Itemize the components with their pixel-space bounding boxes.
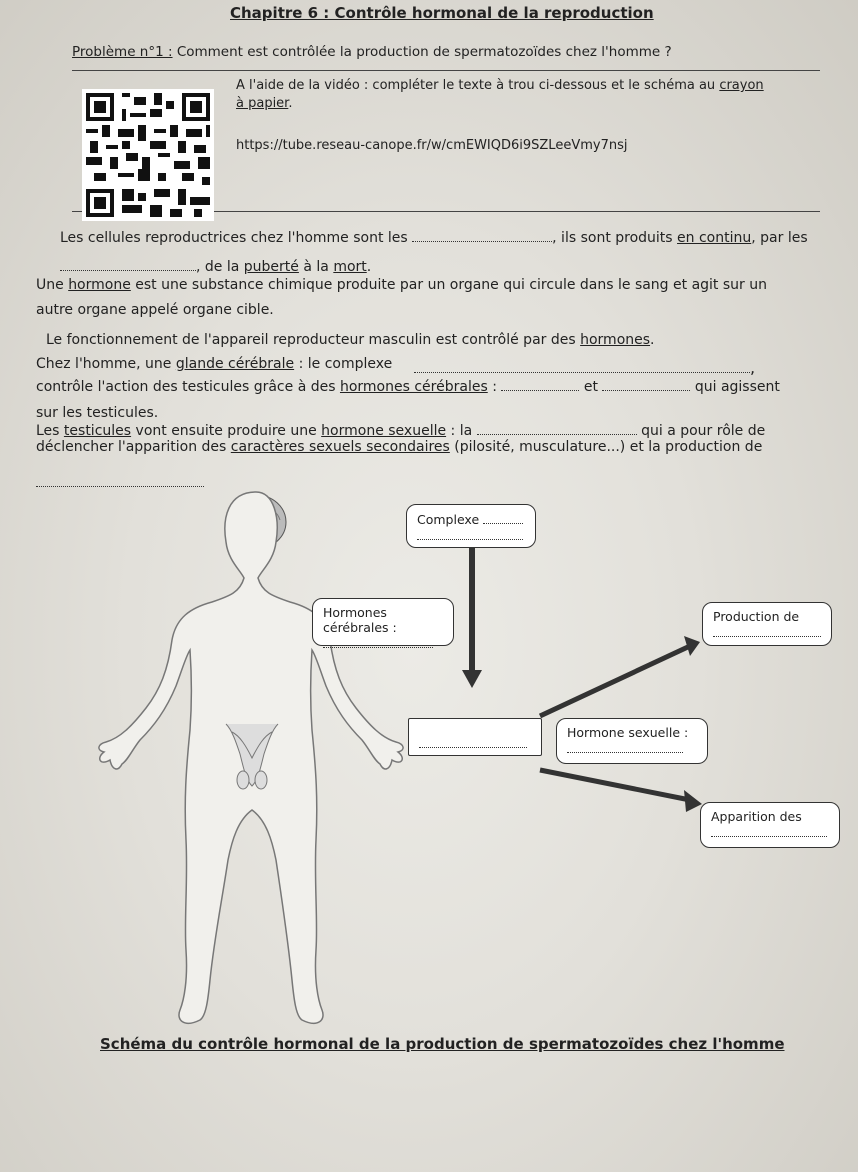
- arrow-head-down: [462, 670, 482, 688]
- text-segment: Une: [36, 277, 69, 293]
- arrow-to-apparition: [540, 770, 690, 800]
- text-segment: Les cellules reproductrices chez l'homme sont les: [60, 230, 413, 246]
- complexe-box: [406, 504, 536, 548]
- text-segment: : le complexe: [294, 356, 393, 372]
- paragraph-line-2: [60, 258, 371, 276]
- hormones-cerebrales-label: Hormones cérébrales :: [323, 605, 397, 635]
- text-segment: Les: [36, 423, 64, 439]
- text-underlined: testicules: [63, 423, 132, 439]
- text-segment: Chez l'homme, une: [36, 356, 176, 372]
- text-underlined: caractères sexuels secondaires: [230, 439, 450, 455]
- text-underlined: hormone sexuelle: [321, 423, 447, 439]
- text-underlined: hormone: [68, 277, 131, 293]
- video-url-link[interactable]: https://tube.reseau-canope.fr/w/cmEWIQD6i9SZLeeVmy7nsj: [236, 138, 628, 153]
- text-segment: et: [579, 379, 603, 395]
- text-segment: ,: [750, 358, 756, 377]
- text-segment: vont ensuite produire une: [131, 423, 322, 439]
- blank-field[interactable]: [501, 378, 579, 391]
- text-underlined: en continu: [677, 230, 752, 246]
- paragraph-line-6: [36, 355, 392, 373]
- problem-label: Problème n°1 :: [72, 44, 173, 60]
- video-instructions: [236, 77, 764, 113]
- instructions-line1: A l'aide de la vidéo : compléter le texte à trou ci-dessous et le schéma au: [236, 78, 720, 93]
- text-underlined: hormones cérébrales: [339, 379, 488, 395]
- text-underlined: hormones: [580, 332, 651, 348]
- blank-field[interactable]: [417, 527, 523, 540]
- hormone-sexuelle-label: Hormone sexuelle :: [567, 725, 689, 740]
- arrow-to-production: [540, 646, 690, 716]
- production-label: Production de: [713, 609, 800, 624]
- paragraph-line-7: [36, 378, 780, 396]
- text-segment: , par les: [751, 230, 808, 246]
- page-title: Chapitre 6 : Contrôle hormonal de la reproduction: [230, 4, 654, 22]
- paragraph-line-1: [60, 229, 808, 247]
- problem-text: Comment est contrôlée la production de spermatozoïdes chez l'homme ?: [172, 44, 672, 60]
- paragraph-line-5: [46, 331, 655, 349]
- text-segment: :: [487, 379, 502, 395]
- hormone-sexuelle-box: [556, 718, 708, 764]
- production-box: [702, 602, 832, 646]
- instructions-crayon: crayon: [719, 78, 764, 93]
- blank-field[interactable]: [602, 378, 690, 391]
- complexe-label: Complexe: [417, 512, 480, 527]
- text-segment: qui agissent: [690, 379, 780, 395]
- blank-field[interactable]: [323, 635, 433, 648]
- text-segment: , de la: [196, 259, 244, 275]
- hormones-cerebrales-box: [312, 598, 454, 646]
- text-underlined: glande cérébrale: [175, 356, 295, 372]
- text-segment: est une substance chimique produite par un organe qui circule dans le sang et agit sur un: [130, 277, 767, 293]
- text-segment: à la: [298, 259, 334, 275]
- instructions-papier: à papier: [236, 96, 289, 111]
- paragraph-line-3: [36, 276, 767, 294]
- paragraph-line-8: sur les testicules.: [36, 405, 159, 421]
- figure-caption: Schéma du contrôle hormonal de la production de spermatozoïdes chez l'homme: [100, 1035, 785, 1053]
- instructions-period: .: [288, 96, 293, 111]
- text-segment: , ils sont produits: [552, 230, 678, 246]
- blank-field[interactable]: [60, 258, 196, 271]
- text-segment: Le fonctionnement de l'appareil reproducteur masculin est contrôlé par des: [46, 332, 581, 348]
- text-segment: déclencher l'apparition des: [36, 439, 231, 455]
- hormonal-control-diagram: [0, 480, 858, 1080]
- paragraph-line-4: autre organe appelé organe cible.: [36, 302, 274, 318]
- paragraph-line-10: [36, 438, 762, 456]
- text-segment: contrôle l'action des testicules grâce à des: [36, 379, 340, 395]
- blank-field[interactable]: [419, 735, 527, 748]
- text-segment: : la: [446, 423, 477, 439]
- text-segment: .: [366, 259, 372, 275]
- human-body-outline: [0, 480, 858, 1080]
- apparition-box: [700, 802, 840, 848]
- blank-field[interactable]: [477, 422, 637, 435]
- qr-code-icon[interactable]: [82, 89, 214, 221]
- testicules-box: [408, 718, 542, 756]
- blank-field[interactable]: [713, 624, 821, 637]
- text-underlined: puberté: [243, 259, 299, 275]
- blank-field[interactable]: [711, 824, 827, 837]
- blank-field[interactable]: [567, 740, 683, 753]
- text-underlined: mort: [333, 259, 367, 275]
- blank-field[interactable]: [414, 358, 756, 377]
- blank-field[interactable]: [483, 511, 523, 524]
- text-segment: (pilosité, musculature...) et la production de: [449, 439, 763, 455]
- text-segment: .: [650, 332, 655, 348]
- text-segment: qui a pour rôle de: [636, 423, 766, 439]
- apparition-label: Apparition des: [711, 809, 802, 824]
- blank-field[interactable]: [412, 229, 552, 242]
- problem-statement: [72, 44, 672, 60]
